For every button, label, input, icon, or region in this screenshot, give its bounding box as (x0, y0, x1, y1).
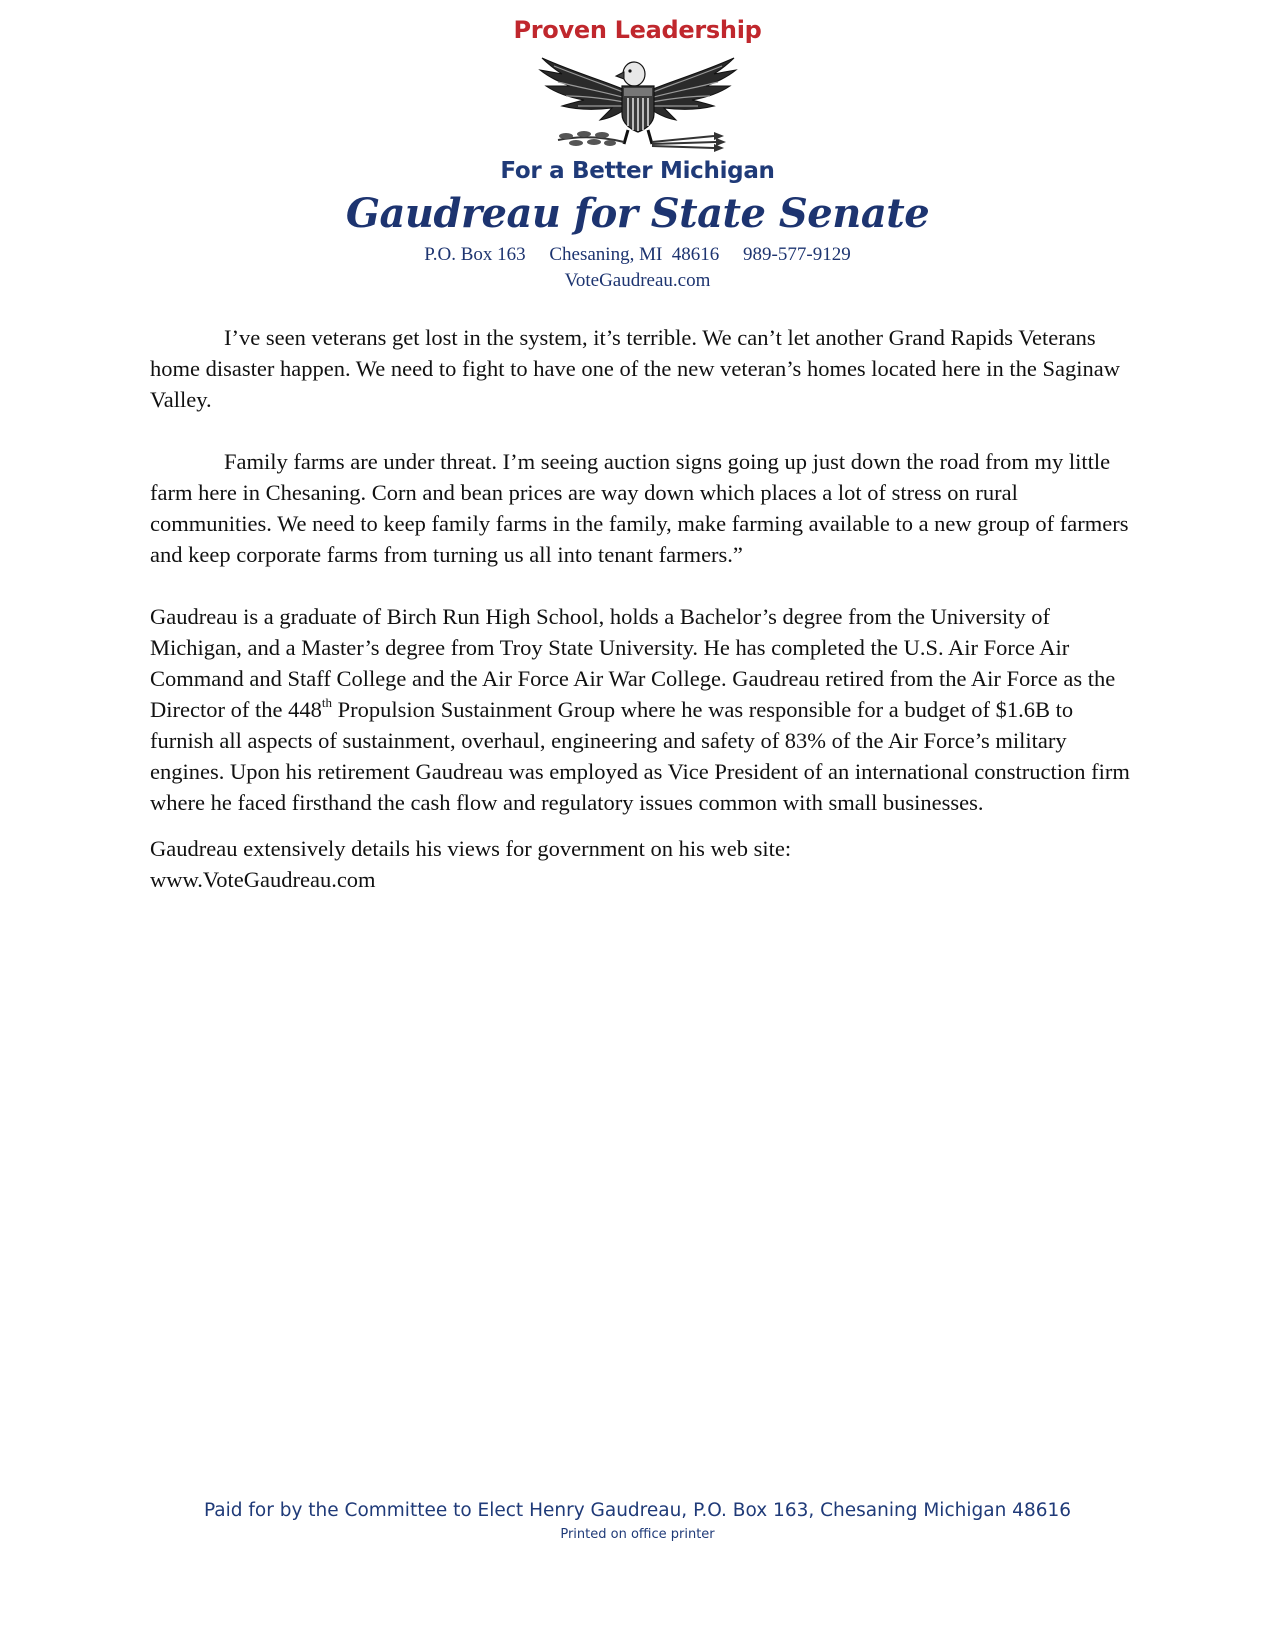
address-line: P.O. Box 163 Chesaning, MI 48616 989-577-9129 (424, 244, 851, 265)
paragraph-website-note: Gaudreau extensively details his views for government on his web site: (150, 836, 792, 861)
tagline-top: Proven Leadership (513, 16, 762, 44)
eagle-insignia-icon (537, 52, 739, 156)
paragraph-farms: Family farms are under threat. I’m seeing auction signs going up just down the road from my little farm here in Chesaning. Corn and bean prices are way down which places a lot of stress on rural communities. We need to keep family farms in the family, make farming available to a new group of farmers and keep corporate farms from turning us all into tenant farmers.” (150, 449, 1129, 567)
biography-part2: Propulsion Sustainment Group where he was responsible for a budget of $1.6B to furnish all aspects of sustainment, overhaul, engineering and safety of 83% of the Air Force’s military engines. Upon his retirement Gaudreau was employed as Vice President of an international construction firm where he faced firsthand the cash flow and regulatory issues common with small businesses. (150, 697, 1130, 815)
website-line: VoteGaudreau.com (564, 270, 711, 291)
paragraph-biography (150, 601, 1130, 818)
footer-paid-for: Paid for by the Committee to Elect Henry Gaudreau, P.O. Box 163, Chesaning Michigan 48616 (203, 1500, 1072, 1521)
paragraph-veterans: I’ve seen veterans get lost in the system, it’s terrible. We can’t let another Grand Rapids Veterans home disaster happen. We need to fight to have one of the new veteran’s homes located here in the Saginaw Valley. (150, 325, 1120, 412)
biography-part1: Gaudreau is a graduate of Birch Run High School, holds a Bachelor’s degree from the University of Michigan, and a Master’s degree from Troy State University. He has completed the U.S. Air Force Air Command and Staff College and the Air Force Air War College. Gaudreau retired from the Air Force as the Director of the 448 (150, 604, 1116, 722)
website-link[interactable]: www.VoteGaudreau.com (150, 867, 376, 892)
footer-printed: Printed on office printer (560, 1527, 715, 1542)
letter-body (150, 322, 1130, 895)
tagline-bottom: For a Better Michigan (500, 158, 775, 184)
ordinal-suffix: th (321, 694, 332, 710)
campaign-title: Gaudreau for State Senate (345, 190, 930, 237)
